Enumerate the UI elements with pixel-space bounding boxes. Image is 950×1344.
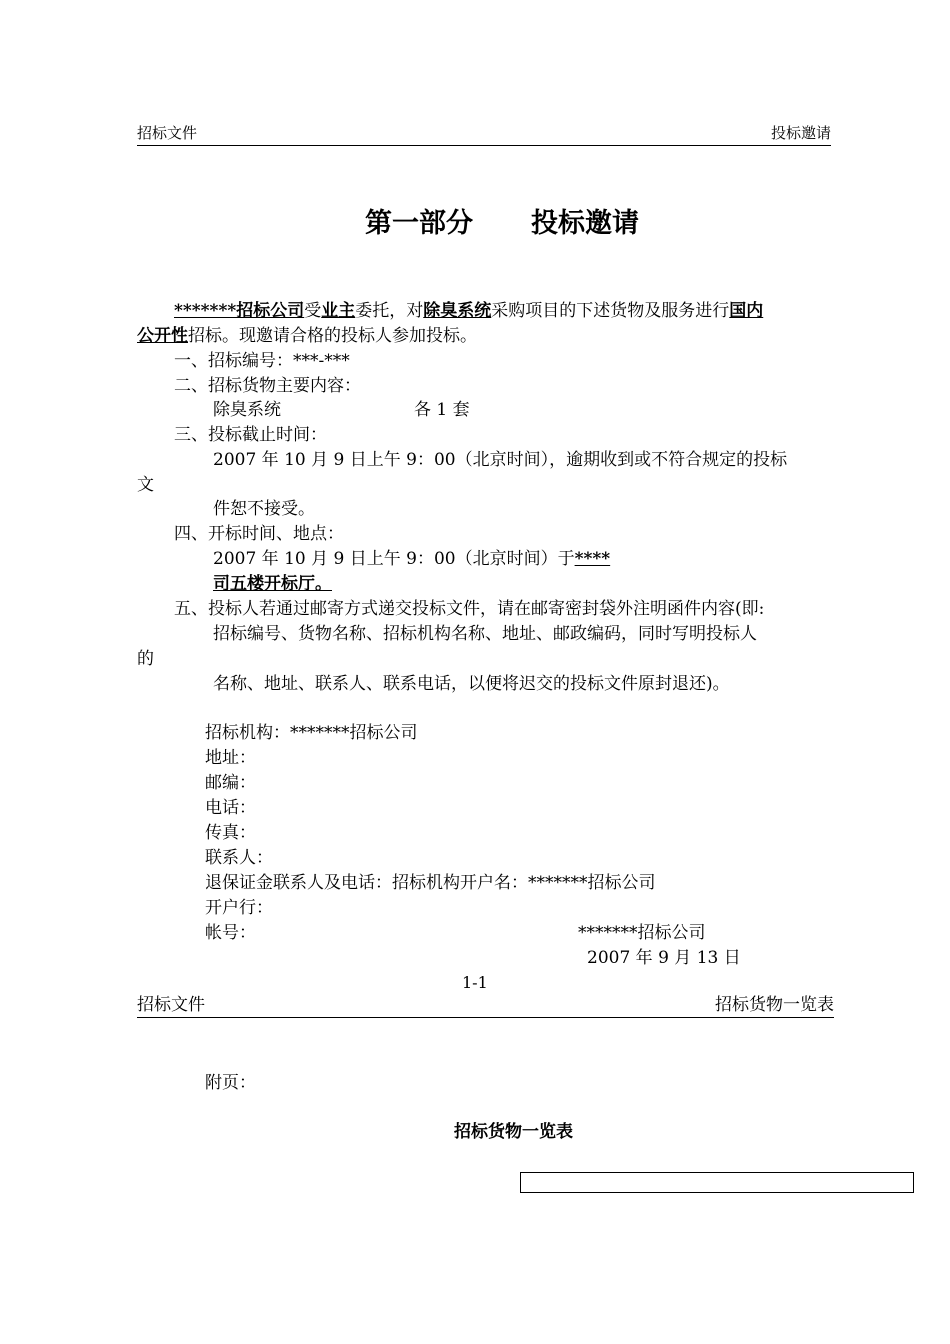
page-number: 1-1	[462, 973, 488, 992]
intro-line-1: *******招标公司受业主委托，对除臭系统采购项目的下述货物及服务进行国内	[174, 301, 764, 321]
open-line-2: 司五楼开标厅。	[213, 574, 332, 594]
header-right-text: 招标货物一览表	[715, 995, 834, 1015]
contact-agency: 招标机构：*******招标公司	[205, 723, 418, 743]
open-place-mask: ****	[574, 549, 611, 569]
mail-line-1: 招标编号、货物名称、招标机构名称、地址、邮政编码，同时写明投标人	[213, 624, 757, 644]
system-name: 除臭系统	[423, 301, 492, 321]
header-left-text: 招标文件	[137, 995, 205, 1015]
item-3: 三、投标截止时间：	[174, 425, 327, 445]
header-right-text: 投标邀请	[770, 124, 831, 142]
title-part: 第一部分	[365, 208, 473, 239]
mail-line-2: 的	[137, 649, 154, 669]
contact-address: 地址：	[205, 748, 256, 768]
contact-fax: 传真：	[205, 823, 256, 843]
item-1: 一、招标编号：***-***	[174, 351, 350, 371]
page1-header	[137, 125, 831, 146]
contact-postcode: 邮编：	[205, 773, 256, 793]
owner-text: 业主	[321, 301, 356, 321]
contact-person: 联系人：	[205, 848, 273, 868]
contact-account: 帐号：	[205, 923, 256, 943]
signature-date: 2007 年 9 月 13 日	[587, 948, 741, 968]
contact-phone: 电话：	[205, 798, 256, 818]
intro-line-2: 公开性招标。现邀请合格的投标人参加投标。	[137, 326, 477, 346]
tender-type-1: 国内	[729, 301, 764, 321]
page2-header	[137, 997, 834, 1018]
deadline-line-2: 文	[137, 475, 154, 495]
tender-type-2: 公开性	[137, 326, 188, 346]
item-5: 五、投标人若通过邮寄方式递交投标文件，请在邮寄密封袋外注明函件内容(即:	[174, 599, 765, 619]
table-title: 招标货物一览表	[454, 1122, 573, 1142]
signature-company: *******招标公司	[578, 923, 706, 943]
deadline-line-1: 2007 年 10 月 9 日上午 9：00（北京时间），逾期收到或不符合规定的投标	[213, 450, 788, 470]
item-4: 四、开标时间、地点：	[174, 524, 344, 544]
open-line-1: 2007 年 10 月 9 日上午 9：00（北京时间）于****	[213, 549, 611, 569]
attachment-label: 附页：	[205, 1073, 256, 1093]
header-left-text: 招标文件	[137, 124, 198, 142]
goods-qty: 各 1 套	[414, 400, 470, 420]
goods-name: 除臭系统	[213, 400, 281, 420]
page-title	[365, 210, 639, 237]
agency-name: *******招标公司	[174, 301, 305, 321]
contact-bank: 开户行：	[205, 898, 273, 918]
title-name: 投标邀请	[531, 208, 639, 239]
mail-line-3: 名称、地址、联系人、联系电话，以便将迟交的投标文件原封退还)。	[213, 674, 730, 694]
contact-deposit: 退保证金联系人及电话：招标机构开户名：*******招标公司	[205, 873, 656, 893]
goods-table	[520, 1172, 914, 1193]
item-2: 二、招标货物主要内容：	[174, 376, 361, 396]
deadline-line-3: 件恕不接受。	[213, 499, 315, 519]
